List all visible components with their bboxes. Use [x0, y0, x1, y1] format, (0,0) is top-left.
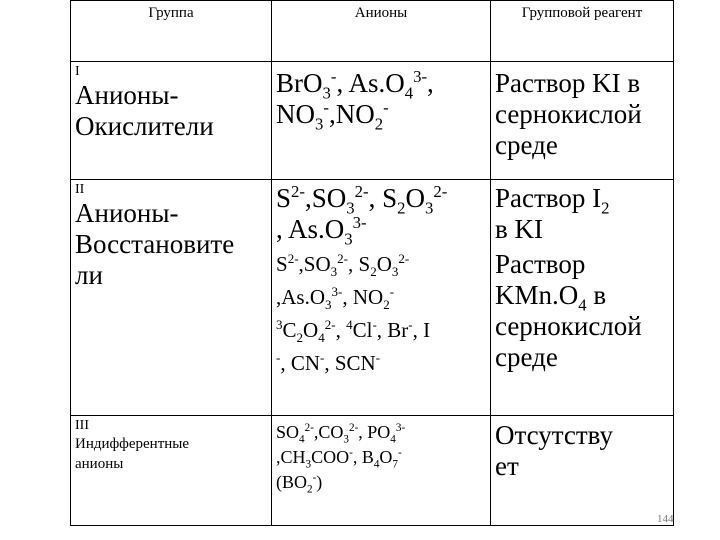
- group-2-anions-a-line2: , $As.O_3^{3-}$: [276, 213, 367, 249]
- group-1-reagent-line3: среде: [495, 130, 558, 160]
- group-3-reagent-line1: Отсутству: [495, 420, 613, 450]
- anion-groups-table: [70, 0, 674, 526]
- group-3-anions-line2: $,CH_3COO^-$, $B_4O_7^-$: [276, 447, 402, 471]
- table-row-group-1: [71, 62, 674, 180]
- group-2-anions-b-line4: -, CN-, SCN-: [276, 350, 381, 375]
- group-1-reagent-line1: Раствор KI в: [495, 68, 641, 98]
- group-1-label-line2: Окислители: [75, 111, 214, 141]
- header-group: Группа: [71, 1, 272, 62]
- page-number: 144: [657, 513, 674, 525]
- group-1-anions-line1: BrO$_3$-, $As.O_4^{3-}$,: [276, 67, 434, 103]
- group-3-anions: [272, 416, 491, 526]
- group-2-reagent: [491, 180, 674, 416]
- group-2-anions-b-line3: $^3C_2O_4^{2-}$, $^4$Cl-, Br-, I: [276, 317, 431, 346]
- header-reagent: Групповой реагент: [491, 1, 674, 62]
- group-2-anions: [272, 180, 491, 416]
- table-row-group-3: [71, 416, 674, 526]
- group-2-number: II: [75, 182, 85, 197]
- group-3-reagent-line2: ет: [495, 451, 519, 481]
- group-3-label-line1: Индифферентные: [75, 436, 190, 452]
- group-2-label-line1: Анионы-: [75, 198, 179, 228]
- group-2-anions-b-line1: $S^{2-},SO_3^{2-}$, $S_2O_3^{2-}$: [276, 251, 410, 280]
- table-row-group-2: [71, 180, 674, 416]
- table-header-row: [71, 1, 674, 62]
- group-3-anions-line3: $(BO_2^-)$: [276, 472, 323, 496]
- group-2-label-line2: Восстановите: [75, 229, 235, 259]
- group-2-anions-b-line2: $,As.O_3^{3-}$, $NO_2^-$: [276, 284, 395, 313]
- group-2-reagent-a-line1: Раствор $I_2$: [495, 183, 610, 218]
- group-3-label-line2: анионы: [75, 456, 124, 472]
- group-2-reagent-b-line3: сернокислой: [495, 311, 642, 341]
- group-1-label-line1: Анионы-: [75, 80, 179, 110]
- header-anions: Анионы: [272, 1, 491, 62]
- group-1-cell: [71, 62, 272, 180]
- group-3-cell: [71, 416, 272, 526]
- group-2-reagent-b-line1: Раствор: [495, 249, 586, 279]
- group-3-reagent: [491, 416, 674, 526]
- group-2-cell: [71, 180, 272, 416]
- group-2-anions-a-line1: $S^{2-},SO_3^{2-}$, $S_2O_3^{2-}$: [276, 182, 448, 218]
- group-2-reagent-b-line4: среде: [495, 342, 558, 372]
- group-1-number: I: [75, 64, 80, 79]
- group-3-anions-line1: $SO_4^{2-},CO_3^{2-}$, $PO_4^{3-}$: [276, 422, 406, 446]
- group-3-number: III: [75, 418, 89, 433]
- group-1-anions: [272, 62, 491, 180]
- group-1-reagent: [491, 62, 674, 180]
- group-2-reagent-b-line2: $KMn.O_4$ в: [495, 280, 607, 315]
- group-2-reagent-a-line2: в KI: [495, 214, 543, 244]
- group-1-reagent-line2: сернокислой: [495, 99, 642, 129]
- group-2-label-line3: ли: [75, 260, 103, 290]
- group-1-anions-line2: $NO_3^-,NO_2^-$: [276, 98, 389, 134]
